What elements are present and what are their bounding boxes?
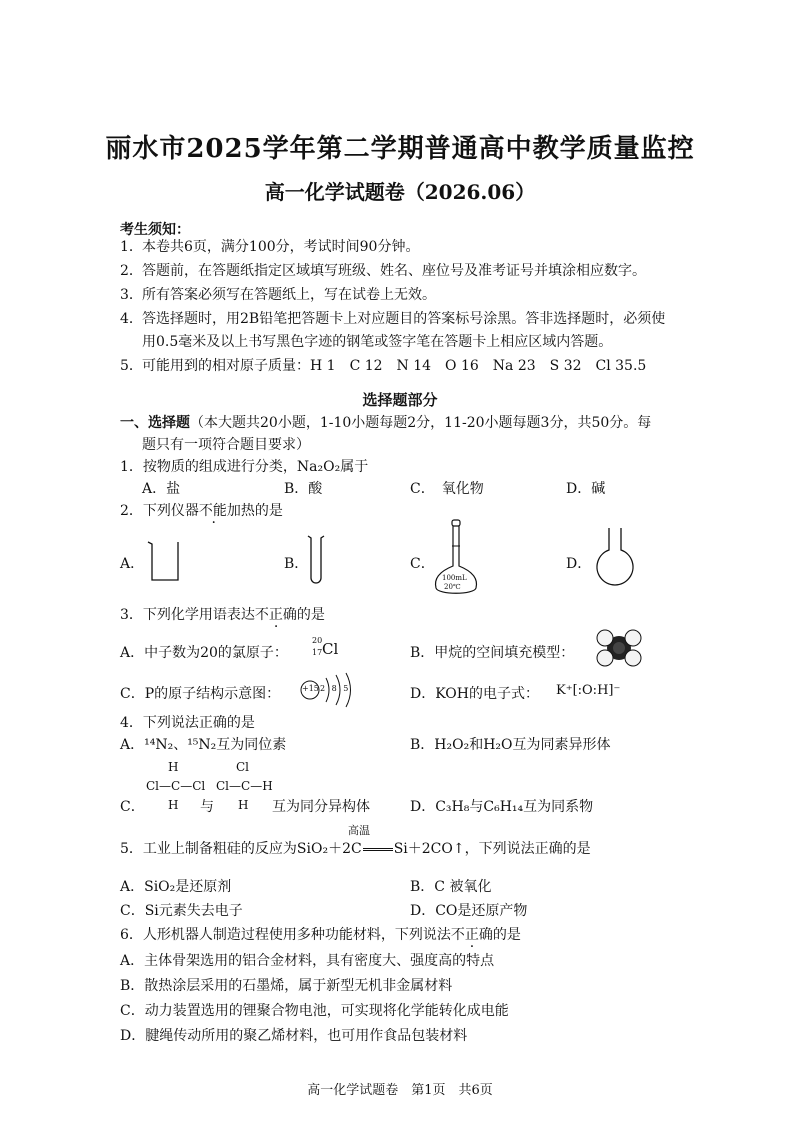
q4-option-a: A．¹⁴N₂、¹⁵N₂互为同位素 [120, 737, 287, 753]
q2-option-a: A． [120, 556, 145, 572]
page-title: 丽水市2025学年第二学期普通高中教学质量监控 [105, 134, 695, 164]
q3-option-b: B．甲烷的空间填充模型： [410, 645, 575, 661]
page-footer: 高一化学试题卷 第1页 共6页 [307, 1083, 493, 1098]
q4-option-c-text: 互为同分异构体 [272, 799, 370, 815]
notice-item: 3．所有答案必须写在答题纸上，写在试卷上无效。 [120, 287, 436, 303]
part-heading: 一、选择题（本大题共20小题，1-10小题每题2分，11-20小题每题3分，共50分。每 [120, 415, 652, 431]
round-flask-icon [594, 526, 636, 586]
q4-option-b: B．H₂O₂和H₂O互为同素异形体 [410, 737, 611, 753]
q4-option-c-and: 与 [200, 799, 214, 815]
koh-electron-formula: K⁺[:O:H]⁻ [556, 683, 621, 698]
atom-electron-shells: 2 8 5 [320, 684, 351, 693]
molecule1-top: H [168, 760, 179, 774]
molecule1-mid: Cl—C—Cl [146, 779, 206, 793]
reaction-condition: 高温 [348, 824, 370, 837]
notice-item: 2．答题前，在答题纸指定区域填写班级、姓名、座位号及准考证号并填涂相应数字。 [120, 263, 646, 279]
nuclide-mass-number: 20 [312, 636, 323, 645]
q2-option-c: C． [410, 556, 435, 572]
q6-option-b: B．散热涂层采用的石墨烯，属于新型无机非金属材料 [120, 978, 453, 994]
molecule1-bot: H [168, 798, 179, 812]
flask-volume-label: 100mL [442, 574, 467, 582]
q1-option-a: A．盐 [142, 481, 181, 497]
q5-stem: 5．工业上制备粗硅的反应为SiO₂＋2C Si＋2CO↑，下列说法正确的是 [120, 841, 591, 857]
q2-option-b: B． [284, 556, 309, 572]
q5-option-c: C．Si元素失去电子 [120, 903, 243, 919]
section-title: 选择题部分 [362, 391, 438, 409]
q3-option-c: C．P的原子结构示意图： [120, 686, 281, 702]
q4-option-d: D．C₃H₈与C₆H₁₄互为同系物 [410, 799, 594, 815]
q3-stem: 3．下列化学用语表达不正确的是 [120, 607, 325, 623]
q5-option-a: A．SiO₂是还原剂 [120, 879, 232, 895]
molecule2-bot: H [238, 798, 249, 812]
q6-option-d: D．腱绳传动所用的聚乙烯材料，也可用作食品包装材料 [120, 1028, 468, 1044]
q6-option-c: C．动力装置选用的锂聚合物电池，可实现将化学能转化成电能 [120, 1003, 509, 1019]
q3-option-a: A．中子数为20的氯原子： [120, 645, 288, 661]
q2-stem: 2．下列仪器不能加热的是 [120, 503, 283, 519]
methane-space-filling-model-icon [596, 628, 642, 668]
q5-option-d: D．CO是还原产物 [410, 903, 528, 919]
beaker-icon [146, 540, 182, 582]
notice-heading: 考生须知： [120, 222, 190, 238]
q2-option-d: D． [566, 556, 592, 572]
q4-stem: 4．下列说法正确的是 [120, 715, 255, 731]
notice-item: 用0.5毫米及以上书写黑色字迹的钢笔或签字笔在答题卡上相应区域内答题。 [142, 334, 613, 350]
part-desc: 题只有一项符合题目要求） [142, 437, 310, 453]
nuclide-symbol: Cl [322, 640, 339, 658]
q6-stem: 6．人形机器人制造过程使用多种功能材料，下列说法不正确的是 [120, 927, 521, 943]
atom-nucleus-charge: +15 [302, 684, 319, 693]
q1-stem: 1．按物质的组成进行分类，Na₂O₂属于 [120, 459, 369, 475]
q1-option-c: C． 氧化物 [410, 481, 484, 497]
q3-option-d: D．KOH的电子式： [410, 686, 539, 702]
nuclide-atomic-number: 17 [312, 648, 323, 657]
flask-temp-label: 20℃ [444, 583, 461, 591]
page-subtitle: 高一化学试题卷（2026.06） [264, 180, 536, 204]
notice-item: 1．本卷共6页，满分100分，考试时间90分钟。 [120, 239, 420, 255]
molecule2-mid: Cl—C—H [216, 779, 273, 793]
notice-item: 5．可能用到的相对原子质量：H 1 C 12 N 14 O 16 Na 23 S 32 Cl 35.5 [120, 358, 647, 374]
q4-option-c-label: C． [120, 799, 145, 815]
test-tube-icon [306, 534, 326, 588]
q6-option-a: A．主体骨架选用的铝合金材料，具有密度大、强度高的特点 [120, 953, 495, 969]
notice-item: 4．答选择题时，用2B铅笔把答题卡上对应题目的答案标号涂黑。答非选择题时，必须使 [120, 311, 666, 327]
q5-option-b: B．C 被氧化 [410, 879, 492, 895]
molecule2-top: Cl [236, 760, 250, 774]
q1-option-b: B．酸 [284, 481, 323, 497]
q1-option-d: D．碱 [566, 481, 606, 497]
